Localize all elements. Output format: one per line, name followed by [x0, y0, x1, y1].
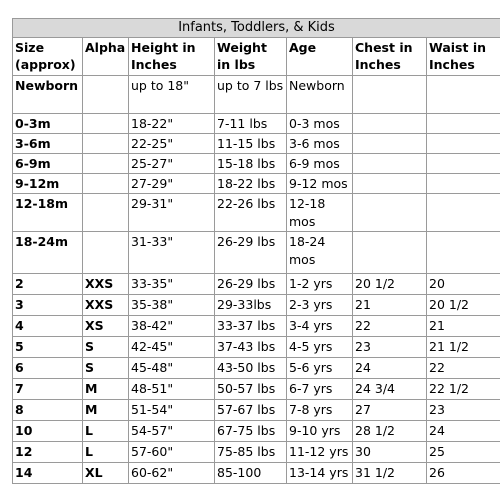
cell-alpha: M: [83, 379, 129, 400]
cell-height: 25-27": [129, 154, 215, 174]
cell-alpha: XL: [83, 463, 129, 484]
cell-weight: 85-100: [215, 463, 287, 484]
cell-alpha: L: [83, 442, 129, 463]
cell-height: 35-38": [129, 295, 215, 316]
cell-waist: [427, 154, 500, 174]
cell-size: 10: [13, 421, 83, 442]
cell-weight: 57-67 lbs: [215, 400, 287, 421]
cell-size: 5: [13, 337, 83, 358]
cell-size: 3: [13, 295, 83, 316]
cell-alpha: [83, 134, 129, 154]
cell-age: 2-3 yrs: [287, 295, 353, 316]
cell-size: 3-6m: [13, 134, 83, 154]
cell-age: 4-5 yrs: [287, 337, 353, 358]
cell-height: 18-22": [129, 114, 215, 134]
cell-waist: 26: [427, 463, 500, 484]
cell-size: 2: [13, 274, 83, 295]
cell-waist: [427, 232, 500, 274]
cell-size: Newborn: [13, 76, 83, 114]
cell-height: 33-35": [129, 274, 215, 295]
column-header-age: Age: [287, 38, 353, 76]
cell-size: 6: [13, 358, 83, 379]
cell-age: 3-6 mos: [287, 134, 353, 154]
cell-size: 18-24m: [13, 232, 83, 274]
cell-age: 9-10 yrs: [287, 421, 353, 442]
cell-weight: 22-26 lbs: [215, 194, 287, 232]
cell-weight: 33-37 lbs: [215, 316, 287, 337]
cell-size: 12-18m: [13, 194, 83, 232]
cell-waist: [427, 134, 500, 154]
cell-weight: 75-85 lbs: [215, 442, 287, 463]
cell-chest: 23: [353, 337, 427, 358]
cell-chest: [353, 76, 427, 114]
cell-weight: 11-15 lbs: [215, 134, 287, 154]
cell-size: 6-9m: [13, 154, 83, 174]
table-row: [13, 76, 500, 114]
cell-height: 29-31": [129, 194, 215, 232]
cell-age: 18-24 mos: [287, 232, 353, 274]
cell-waist: 21 1/2: [427, 337, 500, 358]
table-row: [13, 154, 500, 174]
cell-chest: [353, 174, 427, 194]
column-header-alpha: Alpha: [83, 38, 129, 76]
cell-alpha: S: [83, 358, 129, 379]
cell-age: 5-6 yrs: [287, 358, 353, 379]
cell-chest: 24 3/4: [353, 379, 427, 400]
cell-chest: 20 1/2: [353, 274, 427, 295]
table-row: [13, 295, 500, 316]
table-row: [13, 316, 500, 337]
cell-weight: 26-29 lbs: [215, 232, 287, 274]
cell-weight: 50-57 lbs: [215, 379, 287, 400]
table-row: [13, 114, 500, 134]
cell-height: 60-62": [129, 463, 215, 484]
column-header-waist: Waist in Inches: [427, 38, 500, 76]
cell-age: 11-12 yrs: [287, 442, 353, 463]
table-title: Infants, Toddlers, & Kids: [13, 19, 500, 38]
cell-chest: 30: [353, 442, 427, 463]
cell-alpha: [83, 76, 129, 114]
table-row: [13, 232, 500, 274]
cell-height: up to 18": [129, 76, 215, 114]
cell-weight: 15-18 lbs: [215, 154, 287, 174]
table-row: [13, 337, 500, 358]
cell-chest: [353, 194, 427, 232]
cell-waist: [427, 76, 500, 114]
cell-size: 9-12m: [13, 174, 83, 194]
cell-waist: [427, 174, 500, 194]
cell-alpha: S: [83, 337, 129, 358]
column-header-height: Height in Inches: [129, 38, 215, 76]
cell-age: Newborn: [287, 76, 353, 114]
cell-waist: 22: [427, 358, 500, 379]
cell-weight: 26-29 lbs: [215, 274, 287, 295]
cell-height: 27-29": [129, 174, 215, 194]
cell-age: 3-4 yrs: [287, 316, 353, 337]
cell-alpha: [83, 154, 129, 174]
cell-weight: 43-50 lbs: [215, 358, 287, 379]
cell-height: 48-51": [129, 379, 215, 400]
cell-height: 45-48": [129, 358, 215, 379]
cell-weight: 7-11 lbs: [215, 114, 287, 134]
cell-waist: 20: [427, 274, 500, 295]
cell-chest: 28 1/2: [353, 421, 427, 442]
cell-age: 7-8 yrs: [287, 400, 353, 421]
size-rows: [13, 76, 500, 484]
column-header-chest: Chest in Inches: [353, 38, 427, 76]
cell-chest: 21: [353, 295, 427, 316]
cell-alpha: M: [83, 400, 129, 421]
cell-alpha: [83, 174, 129, 194]
cell-waist: 24: [427, 421, 500, 442]
cell-alpha: XS: [83, 316, 129, 337]
cell-chest: [353, 134, 427, 154]
table-row: [13, 274, 500, 295]
cell-height: 51-54": [129, 400, 215, 421]
cell-age: 13-14 yrs: [287, 463, 353, 484]
cell-waist: [427, 114, 500, 134]
table-row: [13, 379, 500, 400]
table-row: [13, 463, 500, 484]
cell-height: 42-45": [129, 337, 215, 358]
cell-size: 8: [13, 400, 83, 421]
cell-chest: [353, 114, 427, 134]
cell-size: 0-3m: [13, 114, 83, 134]
cell-size: 12: [13, 442, 83, 463]
cell-age: 1-2 yrs: [287, 274, 353, 295]
cell-height: 57-60": [129, 442, 215, 463]
cell-waist: [427, 194, 500, 232]
cell-chest: 31 1/2: [353, 463, 427, 484]
cell-size: 7: [13, 379, 83, 400]
cell-weight: up to 7 lbs: [215, 76, 287, 114]
table-row: [13, 421, 500, 442]
cell-weight: 29-33lbs: [215, 295, 287, 316]
table-row: [13, 174, 500, 194]
cell-chest: 22: [353, 316, 427, 337]
cell-height: 54-57": [129, 421, 215, 442]
table-row: [13, 400, 500, 421]
cell-alpha: [83, 232, 129, 274]
cell-alpha: [83, 194, 129, 232]
table-row: [13, 442, 500, 463]
cell-waist: 20 1/2: [427, 295, 500, 316]
cell-age: 6-7 yrs: [287, 379, 353, 400]
cell-waist: 21: [427, 316, 500, 337]
cell-age: 9-12 mos: [287, 174, 353, 194]
cell-alpha: XXS: [83, 295, 129, 316]
column-header-weight: Weight in lbs: [215, 38, 287, 76]
cell-alpha: [83, 114, 129, 134]
cell-waist: 23: [427, 400, 500, 421]
cell-chest: 24: [353, 358, 427, 379]
cell-chest: [353, 232, 427, 274]
table-row: [13, 134, 500, 154]
table-row: [13, 194, 500, 232]
cell-size: 4: [13, 316, 83, 337]
cell-waist: 25: [427, 442, 500, 463]
cell-alpha: XXS: [83, 274, 129, 295]
cell-alpha: L: [83, 421, 129, 442]
cell-weight: 18-22 lbs: [215, 174, 287, 194]
column-header-size: Size (approx): [13, 38, 83, 76]
cell-height: 22-25": [129, 134, 215, 154]
table-row: [13, 358, 500, 379]
cell-height: 31-33": [129, 232, 215, 274]
size-chart-table: [12, 18, 500, 484]
cell-weight: 37-43 lbs: [215, 337, 287, 358]
cell-weight: 67-75 lbs: [215, 421, 287, 442]
header-row: [13, 38, 500, 76]
cell-age: 0-3 mos: [287, 114, 353, 134]
cell-height: 38-42": [129, 316, 215, 337]
cell-chest: 27: [353, 400, 427, 421]
cell-size: 14: [13, 463, 83, 484]
cell-age: 12-18 mos: [287, 194, 353, 232]
cell-waist: 22 1/2: [427, 379, 500, 400]
cell-age: 6-9 mos: [287, 154, 353, 174]
cell-chest: [353, 154, 427, 174]
